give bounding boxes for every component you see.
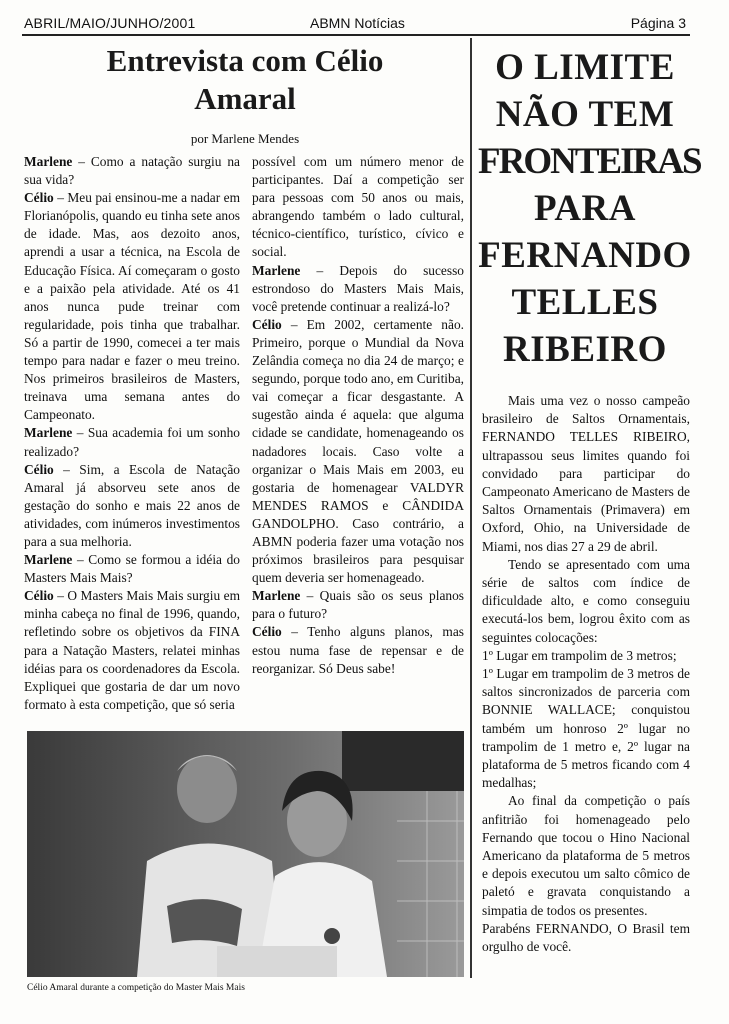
- sidebar-paragraph: Tendo se apresentado com uma série de saltos com índice de dificuldade alto, e como conseguiu executá-los bem, logrou êxito com as seguintes colocações:: [482, 556, 690, 645]
- paragraph-text: – Sim, a Escola de Natação Amaral já absorveu sete anos de gestação do sonho e mais 22 anos de atividades, com inúmeros investimentos para a sua melhoria.: [24, 461, 240, 549]
- photo-caption: Célio Amaral durante a competição do Master Mais Mais: [27, 983, 245, 993]
- interview-column-1: [24, 153, 240, 714]
- sidebar-paragraph: Mais uma vez o nosso campeão brasileiro de Saltos Ornamentais, FERNANDO TELLES RIBEIRO, ultrapassou seus limites quando foi convidado para participar do Campeonato Americano de Masters de Saltos Ornamentais (Primavera) em Oxford, Ohio, na Universidade de Miami, nos dias 27 a 29 de abril.: [482, 393, 690, 554]
- sidebar-paragraph: Ao final da competição o país anfitrião foi homenageado pelo Fernando que tocou o Hino Nacional Americano da plataforma de 5 metros e depois executou um salto cômico de paletó e gravata conquistando a simpatia de todos os presentes.: [482, 793, 690, 918]
- paragraph: [24, 551, 240, 587]
- interview-column-2: [252, 153, 464, 678]
- headline-line: TELLES: [511, 282, 659, 323]
- paragraph: [252, 623, 464, 677]
- paragraph-text: – O Masters Mais Mais surgiu em minha cabeça no final de 1996, quando, refletindo sobre os objetivos da FINA para a Natação Masters, relatei minhas idéias para os coordenadores da Escola. Expliquei que gostaria de dar um novo formato à esta competição, que só seria: [24, 588, 240, 712]
- page-number: Página 3: [630, 15, 686, 31]
- sidebar-article-body: [482, 392, 690, 956]
- headline-line: RIBEIRO: [503, 329, 667, 370]
- publication-name: ABMN Notícias: [310, 15, 405, 31]
- speaker-name: Célio: [24, 588, 54, 604]
- headline-line: FRONTEIRAS: [478, 141, 701, 182]
- paragraph-text: – Tenho alguns planos, mas estou numa fase de repensar e de reorganizar. Só Deus sabe!: [252, 624, 464, 676]
- paragraph: [24, 153, 240, 189]
- article-title-line-2: Amaral: [194, 81, 296, 116]
- byline: por Marlene Mendes: [190, 131, 300, 146]
- paragraph-text: – Em 2002, certamente não. Primeiro, porque o Mundial da Nova Zelândia começa no dia 24 de março; e segundo, porque todo ano, em Curitiba, vai começar a ficar desgastante. A sugestão ainda é aquela: que alguma cidade se candidate, homenageando os nadadores locais. Caso volte a organizar o Mais Mais em 2003, eu gostaria de homenagear VALDYR MENDES RAMOS e CÂNDIDA GANDOLPHO. Caso contrário, a ABMN poderia fazer uma votação nos próximos brasileiros para pesquisar quem deveria ser homenageado.: [252, 316, 464, 586]
- speaker-name: Marlene: [252, 262, 301, 278]
- paragraph: [252, 153, 464, 262]
- paragraph: [24, 424, 240, 460]
- sidebar-paragraph: 1º Lugar em trampolim de 3 metros de saltos sincronizados de parceria com BONNIE WALLACE; conquistou também um honroso 2º lugar no trampolim de 1 metro e, 2º lugar na plataforma de 5 metros ficando com 4 medalhas;: [482, 666, 690, 791]
- sidebar-paragraph: Parabéns FERNANDO, O Brasil tem orgulho de você.: [482, 920, 690, 955]
- paragraph-text: – Meu pai ensinou-me a nadar em Florianópolis, quando eu tinha sete anos de idade. Mas, aos dezoito anos, aprendi a usar a técnica, na Escola de Educação Física. Aí começaram o gosto e a paixão pela atividade. Até os 41 anos nunca pude treinar com regularidade, pois tinha que trabalhar. Só a partir de 1990, comecei a ter mais tempo para nadar e fazer o meu treino. Nos primeiros brasileiros de Masters, treinava uma semana antes do Campeonato.: [24, 190, 240, 423]
- speaker-name: Célio: [252, 624, 282, 640]
- headline-line: NÃO TEM: [495, 94, 675, 135]
- speaker-name: Célio: [24, 461, 54, 477]
- paragraph-text: – Depois do sucesso estrondoso do Masters Mais Mais, você pretende continuar a realizá-lo?: [252, 262, 464, 314]
- sidebar-paragraph: 1º Lugar em trampolim de 3 metros;: [482, 647, 677, 663]
- paragraph: [252, 316, 464, 587]
- speaker-name: Marlene: [24, 552, 73, 568]
- paragraph-text: – Como a natação surgiu na sua vida?: [24, 154, 240, 188]
- speaker-name: Marlene: [252, 588, 301, 604]
- paragraph: [252, 587, 464, 623]
- headline-line: O LIMITE: [495, 47, 675, 88]
- headline-line: FERNANDO: [478, 235, 692, 276]
- paragraph-text: – Sua academia foi um sonho realizado?: [24, 425, 240, 459]
- issue-date: ABRIL/MAIO/JUNHO/2001: [24, 15, 196, 31]
- article-title-line-1: Entrevista com Célio: [106, 43, 384, 78]
- headline-line: PARA: [533, 188, 636, 229]
- speaker-name: Célio: [252, 316, 282, 332]
- paragraph: [252, 262, 464, 316]
- sidebar-headline: [478, 44, 701, 373]
- speaker-name: Célio: [24, 190, 54, 206]
- paragraph-text: – Quais são os seus planos para o futuro?: [252, 588, 464, 622]
- paragraph-text: possível com um número menor de participantes. Daí a competição ser para pessoas com 50 anos ou mais, abrangendo também o lado cultural, técnico-científico, turístico, cívico e social.: [252, 154, 464, 260]
- paragraph: [24, 587, 240, 714]
- column-divider: [470, 38, 472, 978]
- speaker-name: Marlene: [24, 154, 73, 169]
- paragraph-text: – Como se formou a idéia do Masters Mais Mais?: [24, 552, 240, 586]
- paragraph: [24, 189, 240, 424]
- page-header: [22, 8, 690, 36]
- paragraph: [24, 461, 240, 551]
- interview-photo: [27, 731, 464, 977]
- article-title: [40, 42, 450, 118]
- speaker-name: Marlene: [24, 425, 73, 441]
